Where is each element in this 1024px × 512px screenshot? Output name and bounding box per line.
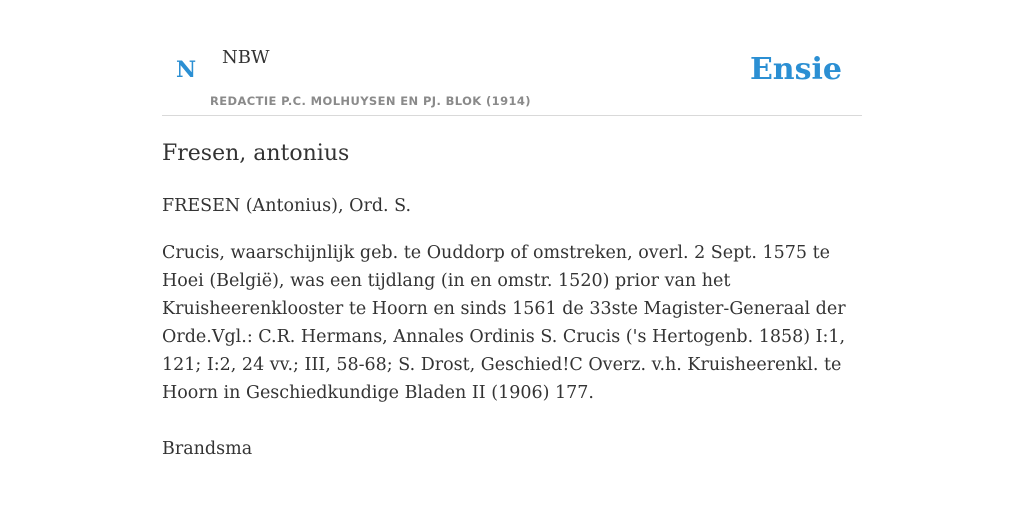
article-author: Brandsma bbox=[162, 439, 253, 459]
source-logo[interactable]: N bbox=[176, 57, 197, 83]
source-subtitle: REDACTIE P.C. MOLHUYSEN EN PJ. BLOK (1914) bbox=[210, 94, 531, 108]
page-container bbox=[162, 0, 862, 459]
article-paragraph: FRESEN (Antonius), Ord. S. bbox=[162, 196, 412, 216]
article-title: Fresen, antonius bbox=[162, 141, 350, 166]
source-name[interactable]: NBW bbox=[222, 47, 270, 68]
source-header bbox=[162, 0, 862, 116]
article-paragraph: Crucis, waarschijnlijk geb. te Ouddorp of omstreken, overl. 2 Sept. 1575 te Hoei (België), was een tijdlang (in en omstr. 1520) prior van het Kruisheerenklooster te Hoorn en sinds 1561 de 33ste Magister-Generaal der Orde.Vgl.: C.R. Hermans, Annales Ordinis S. Crucis ('s Hertogenb. 1858) I:1, 121; I:2, 24 vv.; III, 58-68; S. Drost, Geschied!C Overz. v.h. Kruisheerenkl. te Hoorn in Geschiedkundige Bladen II (1906) 177. bbox=[162, 243, 846, 403]
brand-logo-link[interactable]: Ensie bbox=[749, 52, 842, 87]
